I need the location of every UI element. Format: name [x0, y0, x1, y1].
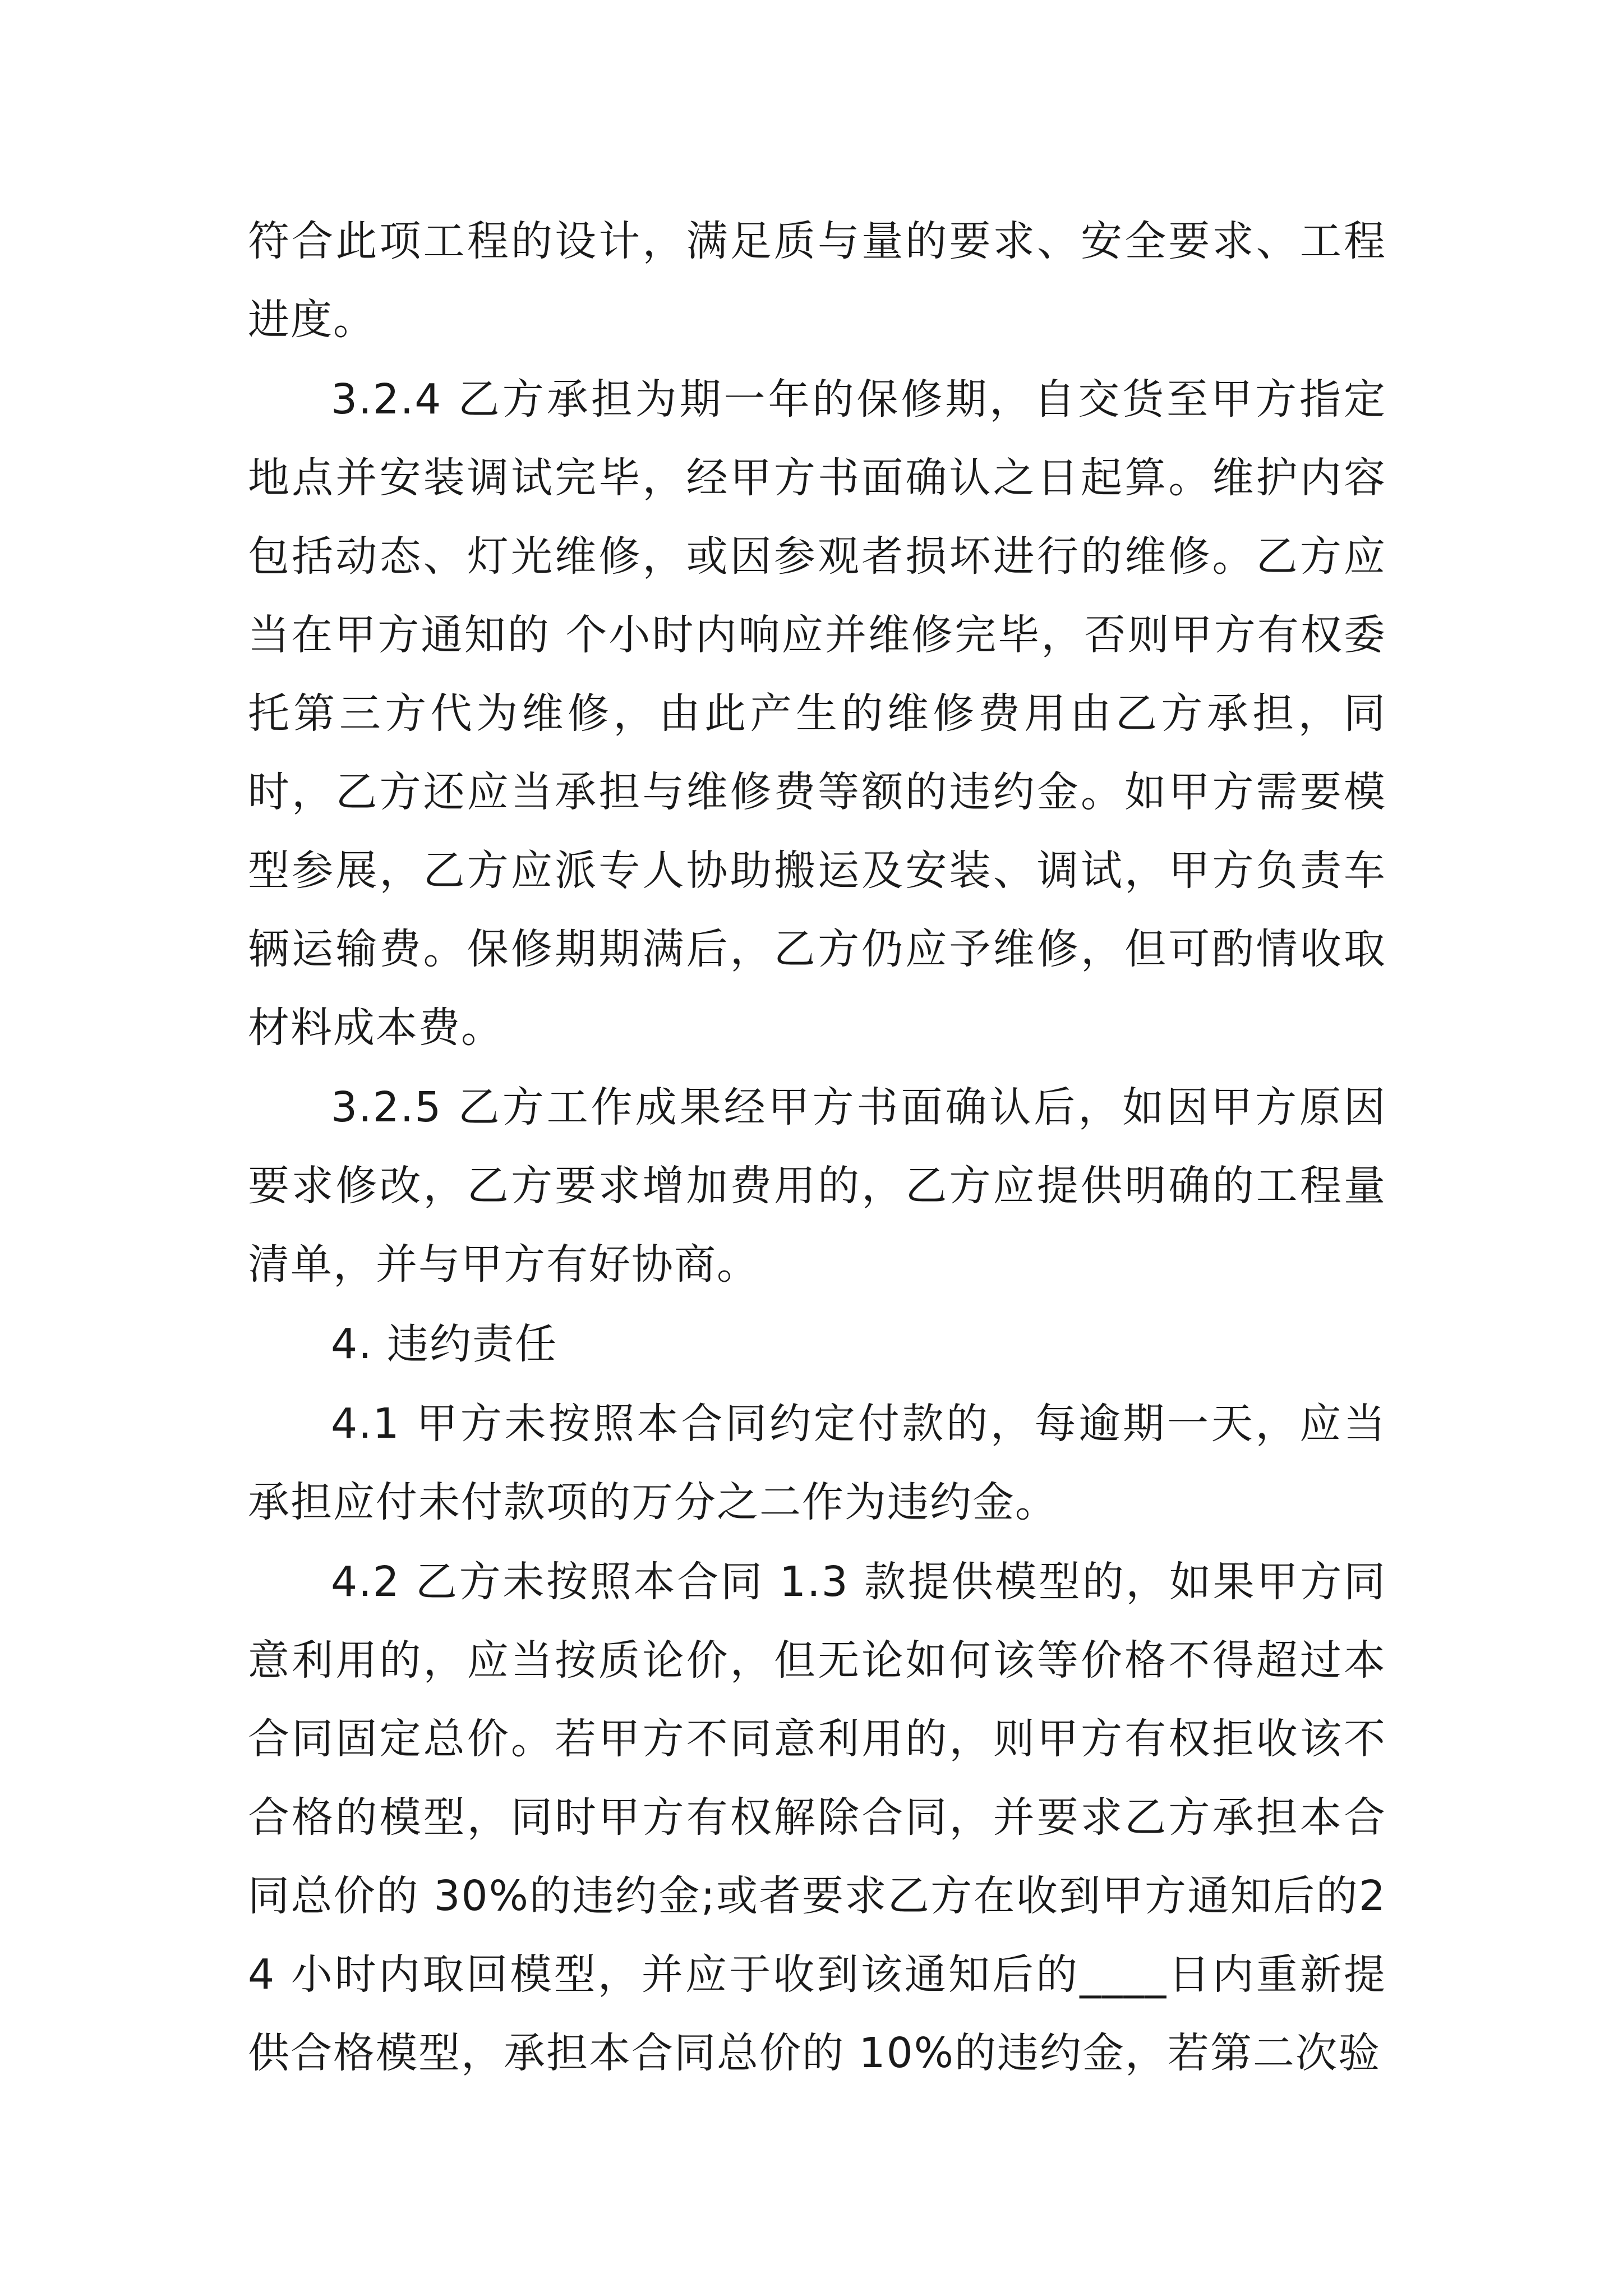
section-heading-4: 4. 违约责任	[331, 1320, 558, 1368]
paragraph-3-2-5: 3.2.5 乙方工作成果经甲方书面确认后，如因甲方原因要求修改，乙方要求增加费用的，乙方应提供明确的工程量清单，并与甲方有好协商。	[248, 1083, 1386, 1289]
document-body	[248, 202, 1386, 2092]
paragraph-continuation: 符合此项工程的设计，满足质与量的要求、安全要求、工程进度。	[248, 217, 1386, 344]
paragraph-3-2-4: 3.2.4 乙方承担为期一年的保修期，自交货至甲方指定地点并安装调试完毕，经甲方书面确认之日起算。维护内容包括动态、灯光维修，或因参观者损坏进行的维修。乙方应当在甲方通知的 个小时内响应并维修完毕，否则甲方有权委托第三方代为维修，由此产生的维修费用由乙方承担，同时，乙方还应当承担与维修费等额的违约金。如甲方需要模型参展，乙方应派专人协助搬运及安装、调试，甲方负责车辆运输费。保修期期满后，乙方仍应予维修，但可酌情收取材料成本费。	[248, 375, 1386, 1052]
paragraph-4-1: 4.1 甲方未按照本合同约定付款的，每逾期一天，应当承担应付未付款项的万分之二作为违约金。	[248, 1400, 1386, 1526]
paragraph-4-2: 4.2 乙方未按照本合同 1.3 款提供模型的，如果甲方同意利用的，应当按质论价，但无论如何该等价格不得超过本合同固定总价。若甲方不同意利用的，则甲方有权拒收该不合格的模型，同时甲方有权解除合同，并要求乙方承担本合同总价的 30%的违约金;或者要求乙方在收到甲方通知后的24 小时内取回模型，并应于收到该通知后的____日内重新提供合格模型，承担本合同总价的 10%的违约金，若第二次验	[248, 1558, 1386, 2077]
